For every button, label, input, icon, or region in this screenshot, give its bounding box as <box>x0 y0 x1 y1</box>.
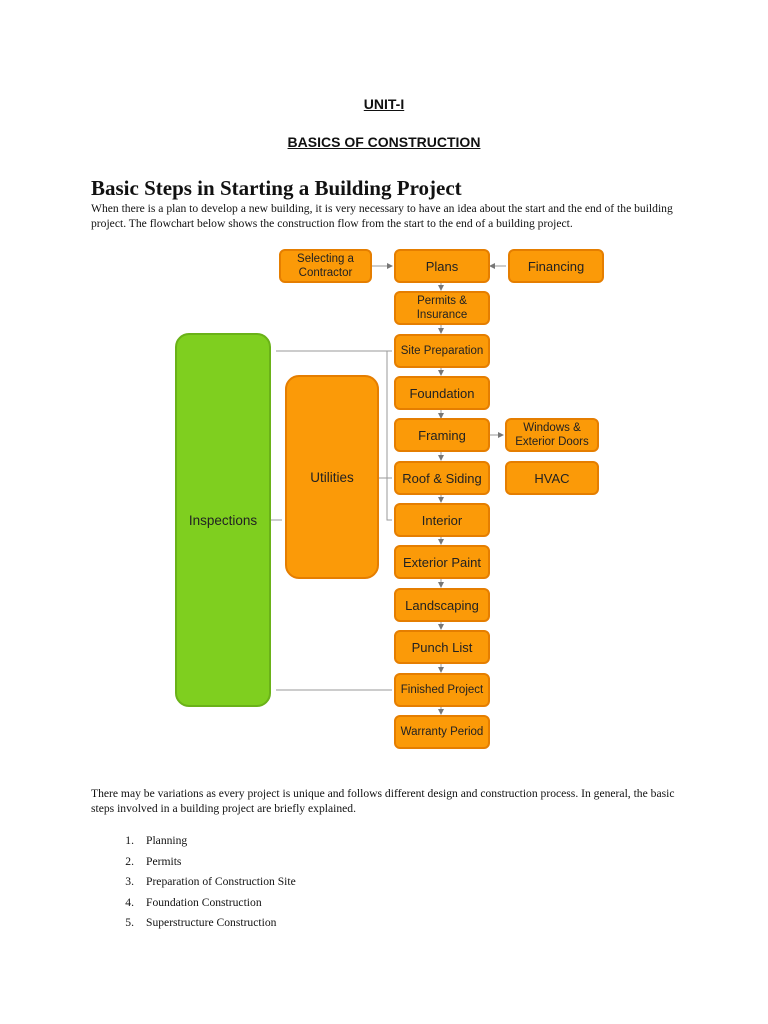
intro-paragraph: When there is a plan to develop a new building, it is very necessary to have an idea about the start and the end of the building project. The flowchart below shows the construction flow from the start to the end of a building project. <box>91 202 673 230</box>
foundation-box: Foundation <box>394 376 490 410</box>
hvac-box: HVAC <box>505 461 599 495</box>
warranty-period-box: Warranty Period <box>394 715 490 749</box>
site-preparation-box: Site Preparation <box>394 334 490 368</box>
variation-paragraph: There may be variations as every project is unique and follows different design and construction process. In general, the basic steps involved in a building project are briefly explained. <box>91 787 675 815</box>
utilities-box: Utilities <box>285 375 379 579</box>
framing-box: Framing <box>394 418 490 452</box>
connector-line <box>387 351 392 520</box>
selecting-contractor-box: Selecting a Contractor <box>279 249 372 283</box>
unit-title: UNIT-I <box>363 96 405 112</box>
list-item: 2. Permits <box>125 854 182 868</box>
plans-box: Plans <box>394 249 490 283</box>
financing-box: Financing <box>508 249 604 283</box>
list-item: 3. Preparation of Construction Site <box>125 875 296 888</box>
exterior-paint-box: Exterior Paint <box>394 545 490 579</box>
punch-list-box: Punch List <box>394 630 490 664</box>
permits-box: Permits & Insurance <box>394 291 490 325</box>
list-item: 4. Foundation Construction <box>125 895 262 909</box>
landscaping-box: Landscaping <box>394 588 490 622</box>
list-item: 1. Planning <box>125 834 188 847</box>
list-item: 5. Superstructure Construction <box>125 916 277 929</box>
finished-project-box: Finished Project <box>394 673 490 707</box>
windows-doors-box: Windows & Exterior Doors <box>505 418 599 452</box>
section-heading: Basic Steps in Starting a Building Project <box>91 176 462 200</box>
inspections-box: Inspections <box>175 333 271 707</box>
document-subtitle: BASICS OF CONSTRUCTION <box>287 134 481 150</box>
roof-siding-box: Roof & Siding <box>394 461 490 495</box>
interior-box: Interior <box>394 503 490 537</box>
steps-list <box>91 834 296 937</box>
